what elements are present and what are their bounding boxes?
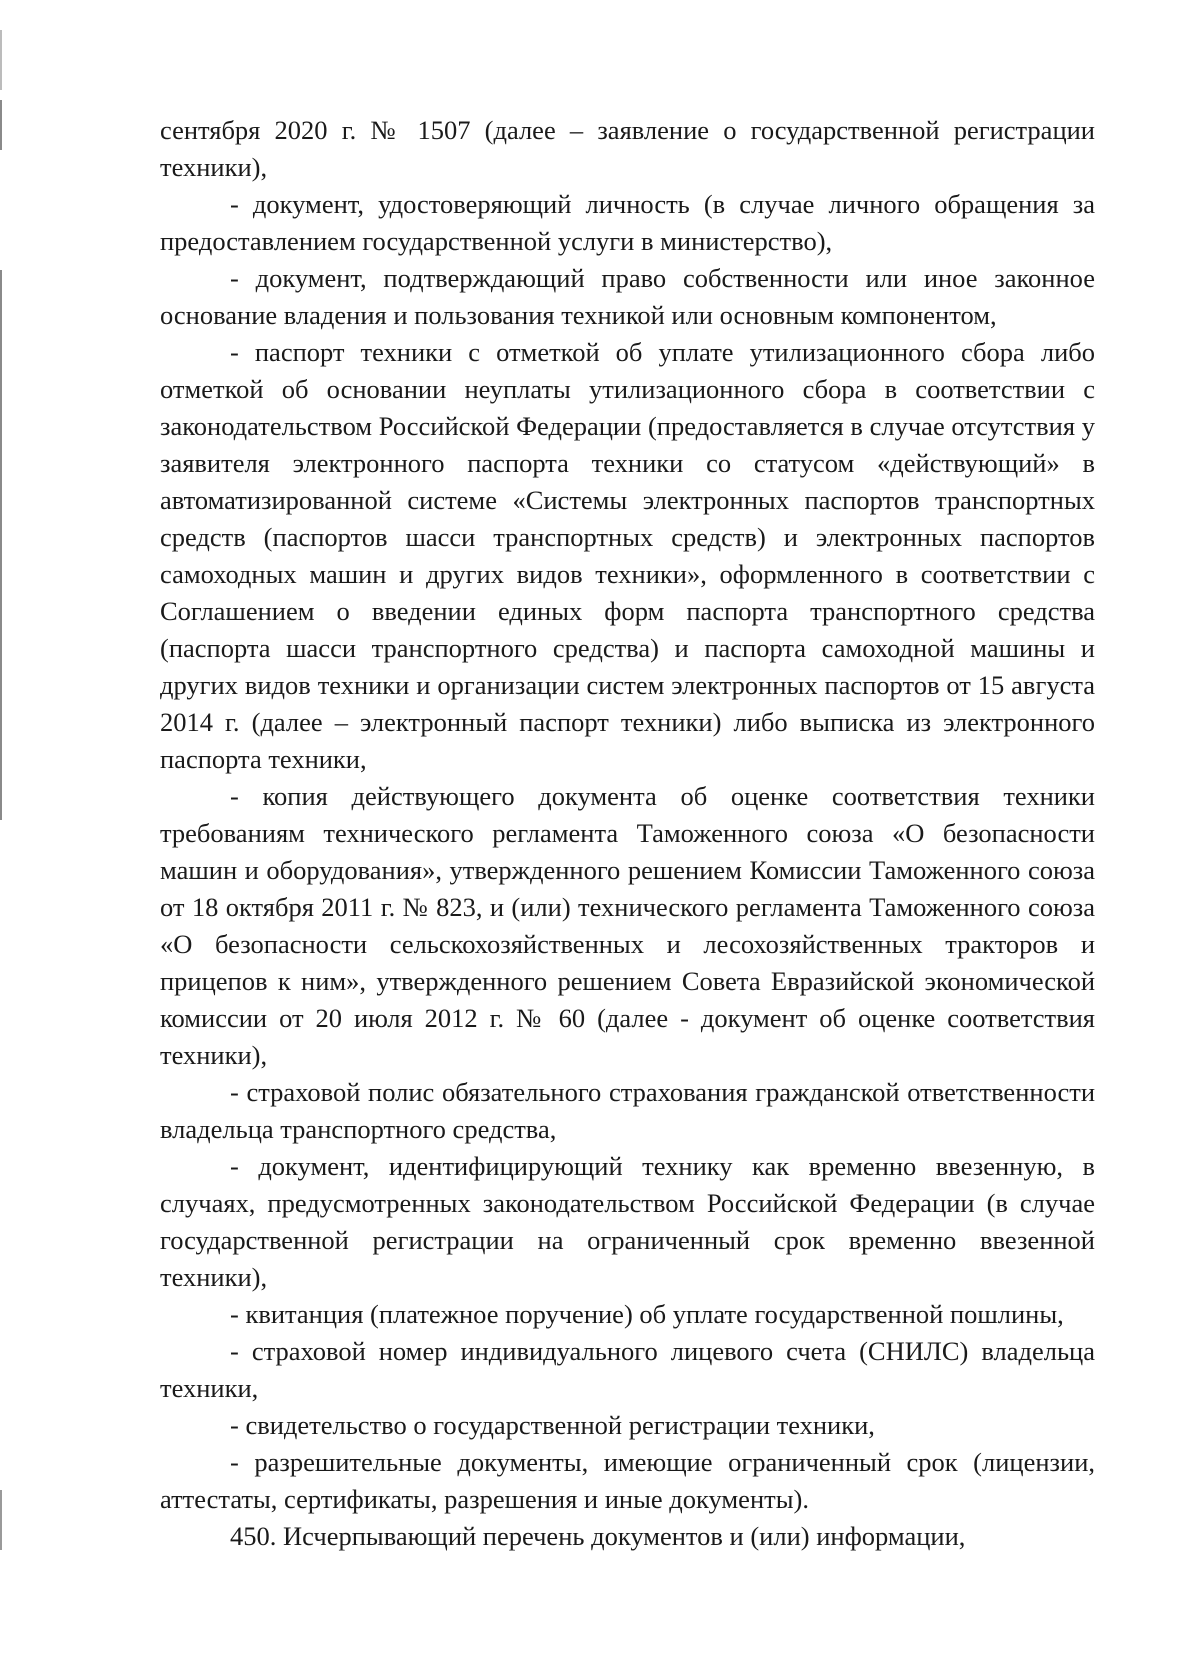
list-item-identity-document: - документ, удостоверяющий личность (в случае личного обращения за предоставлением государственной услуги в министерство), [160,189,1095,256]
list-item-snils: - страховой номер индивидуального лицевого счета (СНИЛС) владельца техники, [160,1336,1095,1403]
paragraph-continuation: сентября 2020 г. № 1507 (далее – заявление о государственной регистрации техники), [160,115,1095,182]
scan-edge-mark [0,100,2,150]
scan-edge-mark [0,1490,2,1550]
list-item-permits: - разрешительные документы, имеющие ограниченный срок (лицензии, аттестаты, сертификаты, разрешения и иные документы). [160,1447,1095,1514]
list-item-temporary-import-document: - документ, идентифицирующий технику как временно ввезенную, в случаях, предусмотренных законодательством Российской Федерации (в случае государственной регистрации на ограниченный срок временно ввезенной техники), [160,1151,1095,1292]
list-item-fee-receipt: - квитанция (платежное поручение) об уплате государственной пошлины, [230,1299,1064,1329]
scan-edge-mark [0,30,2,90]
document-body [160,112,1095,1555]
list-item-insurance-policy: - страховой полис обязательного страхования гражданской ответственности владельца транспортного средства, [160,1077,1095,1144]
list-item-ownership-document: - документ, подтверждающий право собственности или иное законное основание владения и пользования техникой или основным компонентом, [160,263,1095,330]
list-item-registration-certificate: - свидетельство о государственной регистрации техники, [230,1410,875,1440]
list-item-conformity-document: - копия действующего документа об оценке соответствия техники требованиям технического регламента Таможенного союза «О безопасности машин и оборудования», утвержденного решением Комиссии Таможенного союза от 18 октября 2011 г. № 823, и (или) технического регламента Таможенного союза «О безопасности сельскохозяйственных и лесохозяйственных тракторов и прицепов к ним», утвержденного решением Совета Евразийской экономической комиссии от 20 июля 2012 г. № 60 (далее - документ об оценке соответствия техники), [160,781,1095,1070]
scan-edge-mark [0,270,2,820]
section-450-paragraph: 450. Исчерпывающий перечень документов и (или) информации, [230,1521,966,1551]
list-item-vehicle-passport: - паспорт техники с отметкой об уплате утилизационного сбора либо отметкой об основании неуплаты утилизационного сбора в соответствии с законодательством Российской Федерации (предоставляется в случае отсутствия у заявителя электронного паспорта техники со статусом «действующий» в автоматизированной системе «Системы электронных паспортов транспортных средств (паспортов шасси транспортных средств) и электронных паспортов самоходных машин и других видов техники», оформленного в соответствии с Соглашением о введении единых форм паспорта транспортного средства (паспорта шасси транспортного средства) и паспорта самоходной машины и других видов техники и организации систем электронных паспортов от 15 августа 2014 г. (далее – электронный паспорт техники) либо выписка из электронного паспорта техники, [160,337,1095,774]
